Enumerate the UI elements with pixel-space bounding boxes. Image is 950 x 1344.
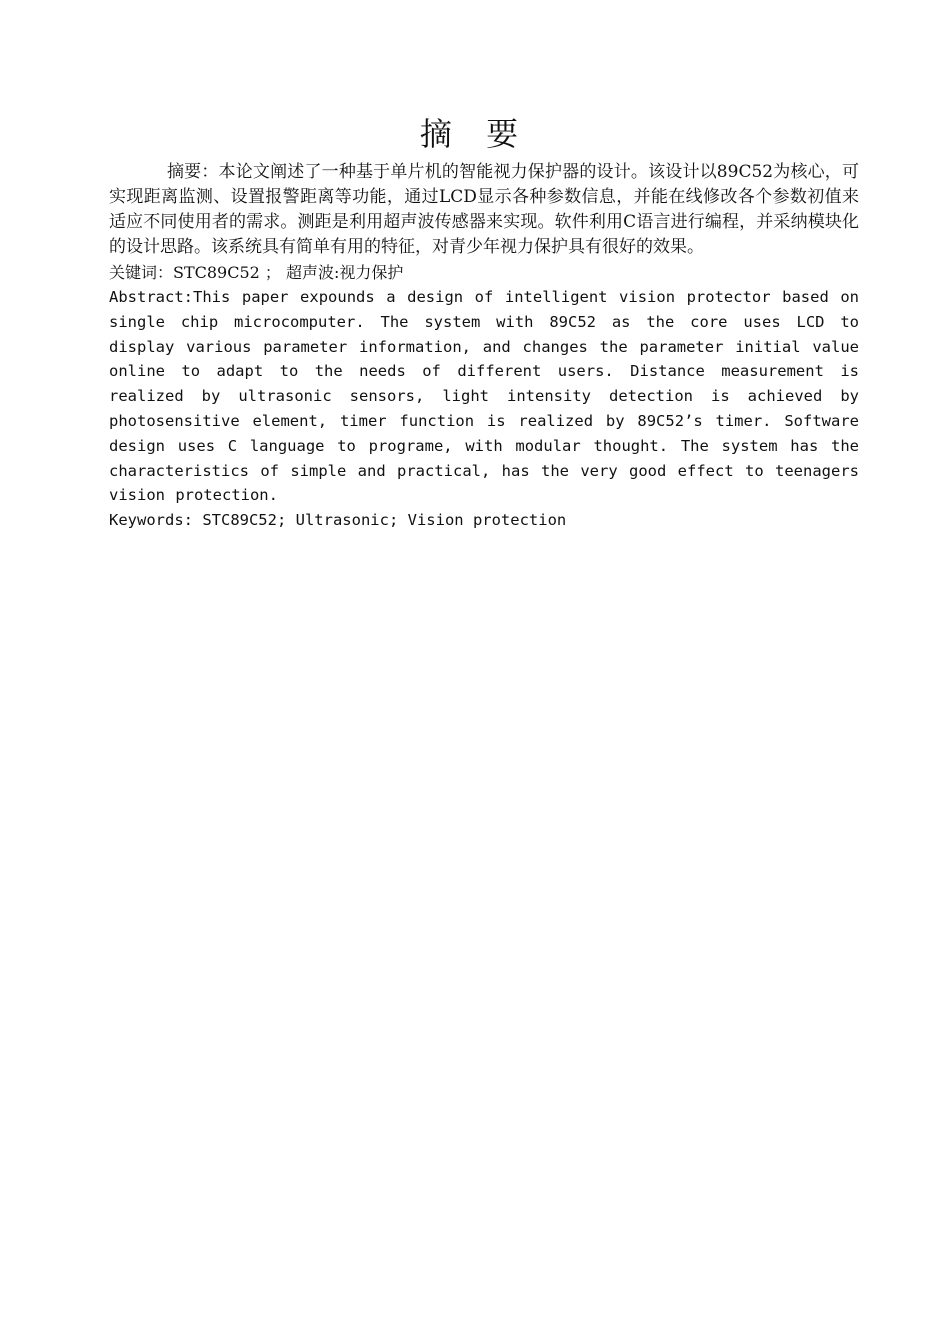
abstract-section (109, 160, 859, 533)
chinese-keywords: 关键词：STC89C52 ； 超声波:视力保护 (109, 263, 404, 282)
chinese-abstract: 摘要：本论文阐述了一种基于单片机的智能视力保护器的设计。该设计以89C52为核心，可实现距离监测、设置报警距离等功能，通过LCD显示各种参数信息，并能在线修改各个参数初值来适应不同使用者的需求。测距是利用超声波传感器来实现。软件利用C语言进行编程，并采纳模块化的设计思路。该系统具有简单有用的特征，对青少年视力保护具有很好的效果。 (109, 162, 859, 257)
english-abstract: Abstract:This paper expounds a design of intelligent vision protector based on single chip microcomputer. The system with 89C52 as the core uses LCD to display various parameter information, and changes the parameter initial value online to adapt to the needs of different users. Distance measurement is realized by ultrasonic sensors, light intensity detection is achieved by photosensitive element, timer function is realized by 89C52’s timer. Software design uses C language to programe, with modular thought. The system has the characteristics of simple and practical, has the very good effect to teenagers vision protection. (109, 288, 859, 505)
english-keywords: Keywords: STC89C52; Ultrasonic; Vision protection (109, 511, 567, 530)
page-title: 摘 要 (419, 115, 531, 153)
